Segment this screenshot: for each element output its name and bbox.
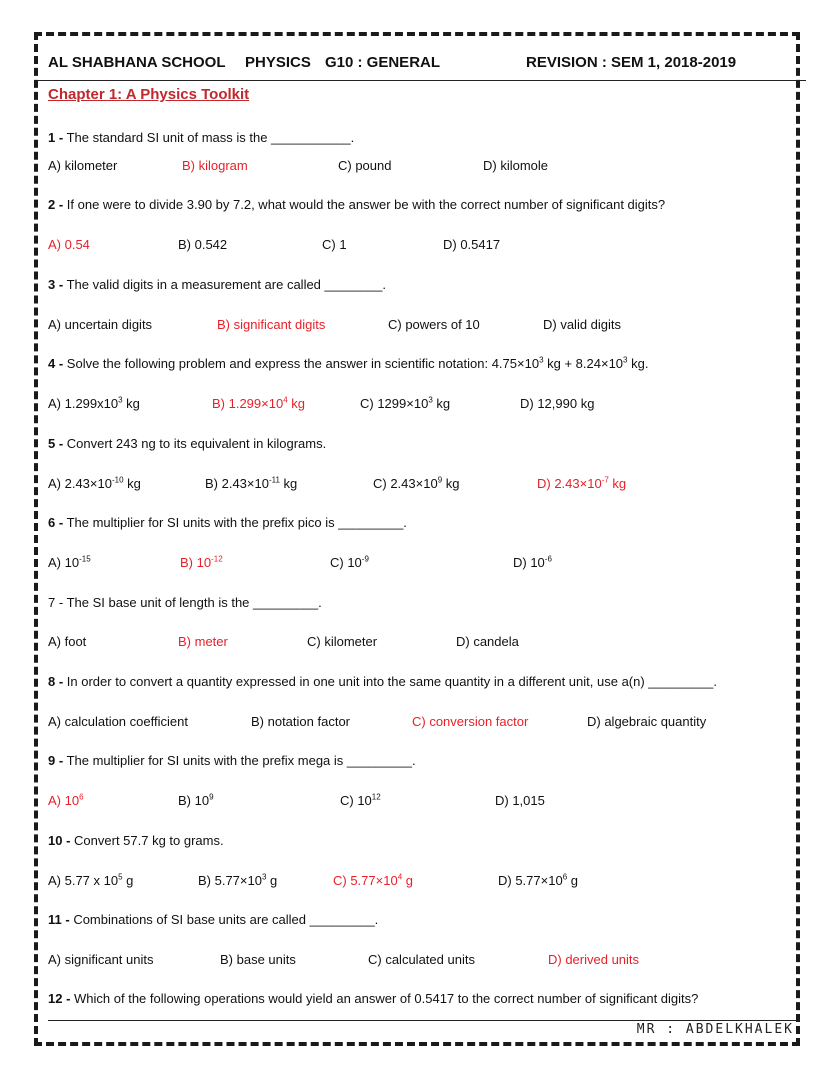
page-header [48,54,808,76]
q4-option-b: B) $1.299\times 10^4$ kg [212,395,305,411]
q11-option-b: B) base units [220,952,296,967]
q4-option-a: A) $1.299x10^3$ kg [48,395,140,411]
q3-option-b: B) significant digits [217,317,326,332]
q11-option-c: C) calculated units [368,952,475,967]
q1-option-a: A) kilometer [48,158,118,173]
question-12: 12 - Which of the following operations would yield an answer of 0.5417 to the correct number of significant digits? [48,991,699,1006]
q9-option-a: A) $10^6$ [48,792,84,808]
q8-option-d: D) algebraic quantity [587,714,707,729]
question-2: 2 - If one were to divide 3.90 by 7.2, what would the answer be with the correct number of significant digits? [48,197,666,212]
question-10: 10 - Convert 57.7 kg to grams. [48,833,224,848]
q1-option-b: B) kilogram [182,158,248,173]
q5-option-b: B) $2.43\times 10^{-11}$ kg [205,475,298,491]
q11-option-d: D) derived units [548,952,640,967]
q4-option-c: C) $1299\times 10^3$ kg [360,395,451,411]
question-7: 7 - The SI base unit of length is the _________. [48,595,322,610]
question-5: 5 - Convert 243 ng to its equivalent in kilograms. [48,436,327,451]
question-11: 11 - Combinations of SI base units are called _________. [48,912,379,927]
q10-option-b: B) $5.77\times 10^3$ g [198,872,278,888]
subject-name: PHYSICS [245,54,311,71]
question-8: 8 - In order to convert a quantity expressed in one unit into the same quantity in a different unit, use a(n) _________. [48,674,717,689]
question-1: 1 - The standard SI unit of mass is the ___________. [48,130,355,145]
q2-option-b: B) 0.542 [178,237,228,252]
grade-label: G10 : GENERAL [325,54,441,71]
q10-option-d: D) $5.77\times 10^6$ g [498,872,578,888]
question-3: 3 - The valid digits in a measurement are called ________. [48,277,386,292]
q9-option-c: C) $10^{12}$ [340,792,381,808]
q9-option-d: D) 1,015 [495,793,545,808]
q7-option-d: D) candela [456,634,519,649]
q1-option-d: D) kilomole [483,158,549,173]
school-name: AL SHABHANA SCHOOL [48,54,226,71]
q10-option-c: C) $5.77\times 10^4$ g [333,872,413,888]
q6-option-d: D) $10^{-6}$ [513,554,552,570]
chapter-title: Chapter 1: A Physics Toolkit [48,86,250,103]
teacher-name: MR : ABDELKHALEK [636,1022,794,1037]
q8-option-c: C) conversion factor [412,714,529,729]
question-6: 6 - The multiplier for SI units with the prefix pico is _________. [48,515,407,530]
q7-option-a: A) foot [48,634,87,649]
q2-option-a: A) 0.54 [48,237,90,252]
q6-option-c: C) $10^{-9}$ [330,554,369,570]
question-9: 9 - The multiplier for SI units with the prefix mega is _________. [48,753,416,768]
q5-option-a: A) $2.43\times 10^{-10}$ kg [48,475,141,491]
revision-label: REVISION : SEM 1, 2018-2019 [526,54,737,71]
q5-option-c: C) $2.43\times 10^9$ kg [373,475,460,491]
q3-option-c: C) powers of 10 [388,317,480,332]
q8-option-b: B) notation factor [251,714,350,729]
q7-option-c: C) kilometer [307,634,378,649]
q2-option-d: D) 0.5417 [443,237,501,252]
q9-option-b: B) $10^9$ [178,792,214,808]
q7-option-b: B) meter [178,634,228,649]
dashed-page-border [34,32,800,1046]
q3-option-a: A) uncertain digits [48,317,153,332]
q8-option-a: A) calculation coefficient [48,714,188,729]
q6-option-a: A) $10^{-15}$ [48,554,91,570]
q6-option-b: B) $10^{-12}$ [180,554,223,570]
q5-option-d: D) $2.43\times 10^{-7}$ kg [537,475,627,491]
q2-option-c: C) 1 [322,237,347,252]
q1-option-c: C) pound [338,158,392,173]
question-4: 4 - Solve the following problem and express the answer in scientific notation: $4.75\times 10^3$ kg + $8.24\times 10^3$ kg. [48,355,649,371]
q4-option-d: D) 12,990 kg [520,396,595,411]
q11-option-a: A) significant units [48,952,154,967]
q10-option-a: A) 5.77 x $10^5$ g [48,872,134,888]
q3-option-d: D) valid digits [543,317,622,332]
footer-rule [48,1020,800,1021]
header-rule [38,80,806,81]
